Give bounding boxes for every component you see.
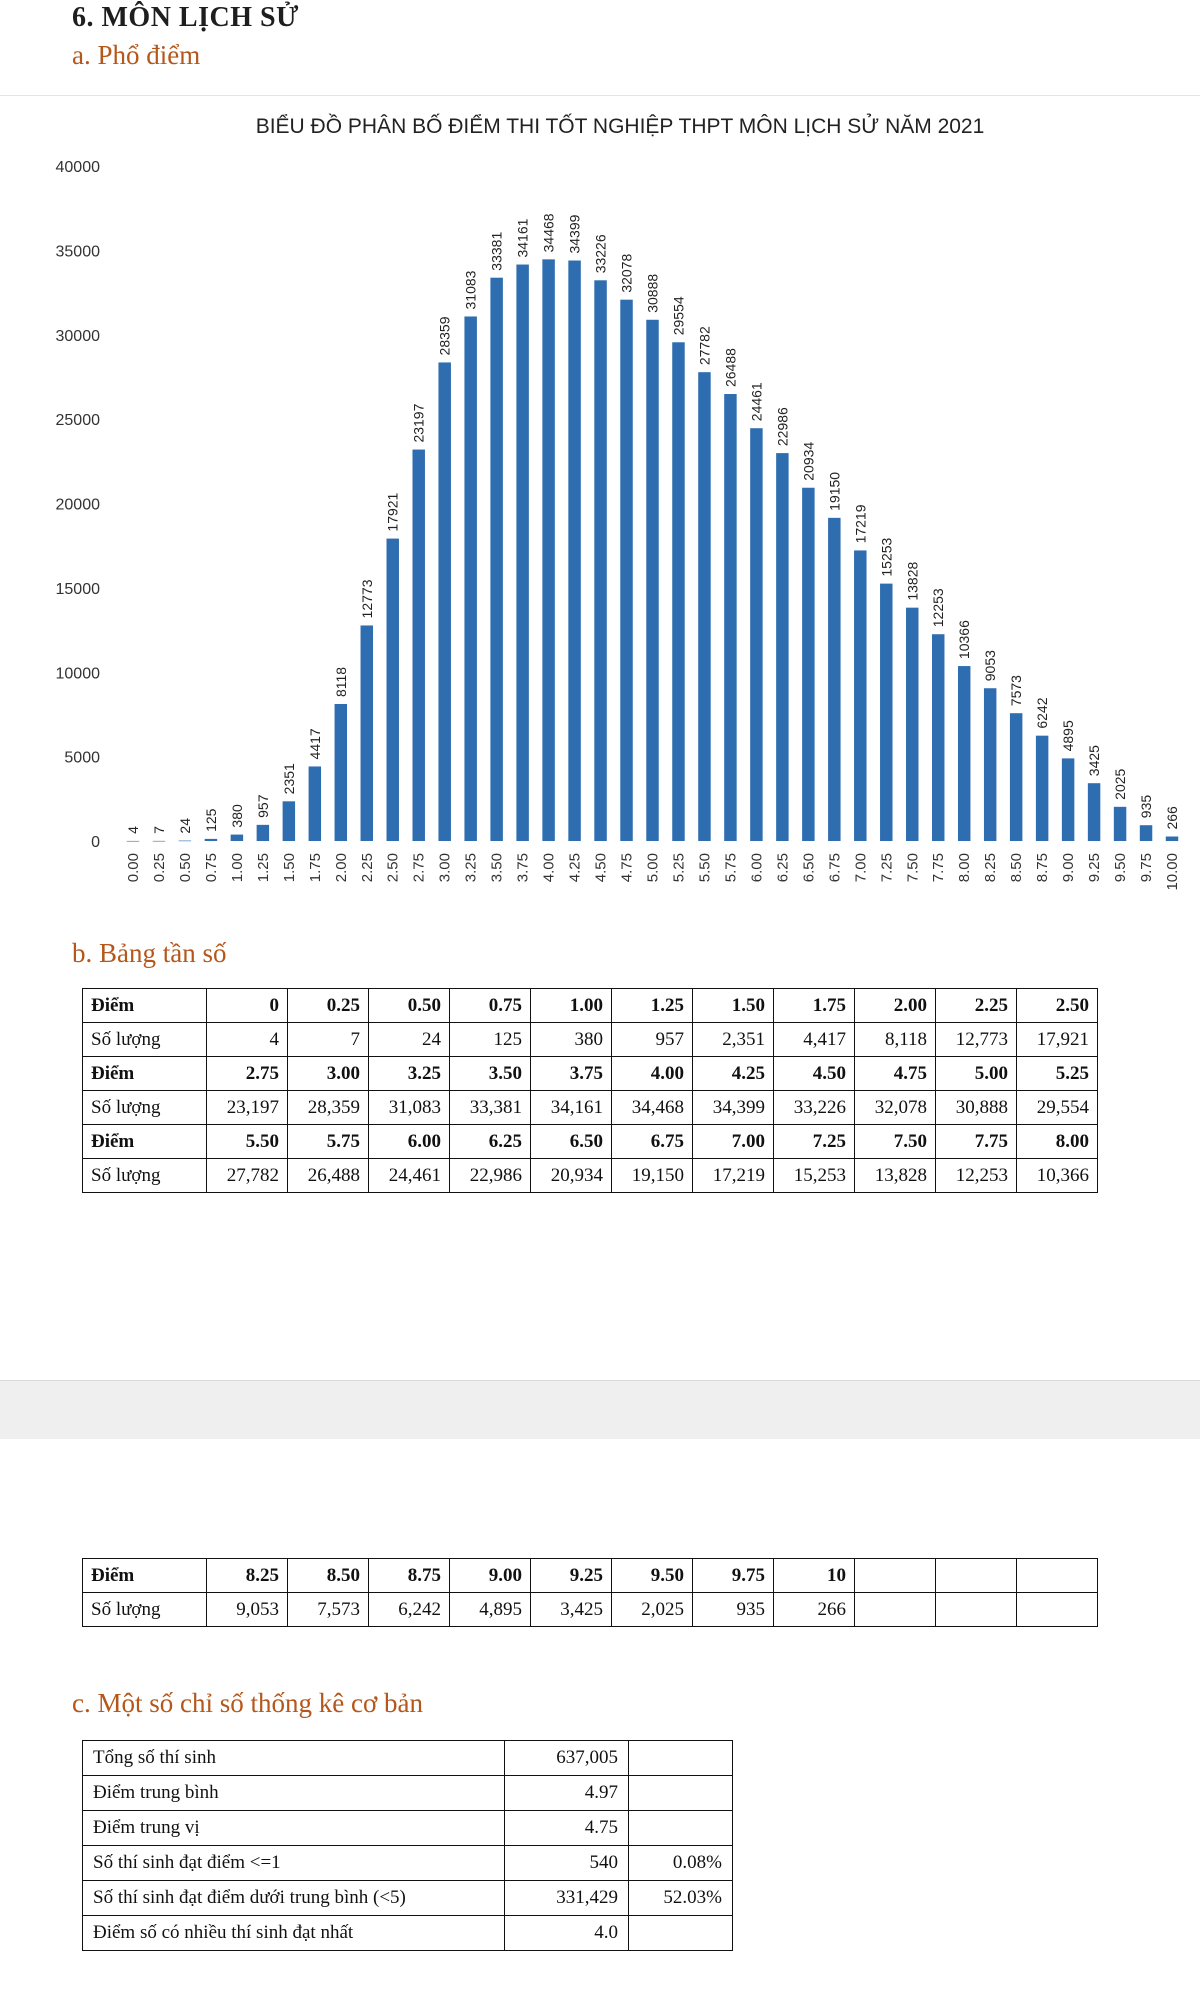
bar-data-label: 26488 (722, 348, 739, 388)
score-cell: 0.25 (288, 989, 369, 1023)
count-cell: 17,921 (1017, 1023, 1098, 1057)
frequency-table-continued (82, 1558, 1098, 1627)
bar (672, 342, 684, 841)
bar (568, 261, 580, 841)
score-row-header: Điểm (83, 1057, 207, 1091)
x-tick-label: 0.00 (124, 853, 142, 883)
stat-value: 4.97 (505, 1776, 629, 1811)
score-cell: 9.00 (450, 1559, 531, 1593)
bar (205, 839, 217, 841)
bar (1140, 825, 1152, 841)
x-tick-label: 1.25 (254, 853, 272, 883)
score-cell: 1.50 (693, 989, 774, 1023)
bar (594, 280, 606, 841)
count-cell: 2,025 (612, 1593, 693, 1627)
score-row-header: Điểm (83, 989, 207, 1023)
count-cell: 32,078 (855, 1091, 936, 1125)
count-cell: 29,554 (1017, 1091, 1098, 1125)
score-distribution-chart (0, 95, 1200, 911)
bar (283, 801, 295, 841)
bar-data-label: 33381 (488, 231, 505, 271)
count-cell: 34,399 (693, 1091, 774, 1125)
x-tick-label: 9.50 (1112, 853, 1130, 883)
count-cell: 8,118 (855, 1023, 936, 1057)
stat-value: 4.0 (505, 1916, 629, 1951)
count-cell: 13,828 (855, 1159, 936, 1193)
x-tick-label: 6.50 (800, 853, 818, 883)
x-tick-label: 4.00 (540, 853, 558, 883)
bar (776, 453, 788, 841)
subtitle-frequency-table: b. Bảng tần số (72, 938, 227, 968)
score-cell (936, 1559, 1017, 1593)
count-cell: 19,150 (612, 1159, 693, 1193)
bar (179, 841, 191, 842)
stat-percent: 0.08% (629, 1846, 733, 1881)
bar-data-label: 957 (254, 794, 271, 818)
score-cell: 2.50 (1017, 989, 1098, 1023)
count-cell: 15,253 (774, 1159, 855, 1193)
chart-svg (0, 96, 1200, 911)
bar (1114, 807, 1126, 841)
count-cell: 957 (612, 1023, 693, 1057)
bar (698, 372, 710, 841)
bar-series (124, 259, 1181, 841)
bar-data-label: 17219 (852, 504, 869, 544)
score-cell: 9.50 (612, 1559, 693, 1593)
count-cell: 9,053 (207, 1593, 288, 1627)
bar (127, 841, 139, 842)
x-tick-label: 3.25 (462, 853, 480, 883)
bar-data-label: 3425 (1086, 745, 1103, 777)
score-row-header: Điểm (83, 1125, 207, 1159)
stat-row (83, 1776, 733, 1811)
bar-data-label: 380 (228, 804, 245, 828)
x-tick-label: 10.00 (1164, 853, 1182, 891)
stat-row (83, 1741, 733, 1776)
bar (153, 841, 165, 842)
bar-data-label: 22986 (774, 407, 791, 447)
score-row (83, 989, 1098, 1023)
score-cell: 3.25 (369, 1057, 450, 1091)
bar (516, 265, 528, 841)
bar (412, 450, 424, 841)
score-cell: 5.00 (936, 1057, 1017, 1091)
x-tick-label: 0.50 (176, 853, 194, 883)
page-break-band (0, 1380, 1200, 1439)
frequency-table (82, 988, 1098, 1193)
x-axis (125, 853, 1181, 891)
count-row (83, 1593, 1098, 1627)
score-cell: 7.50 (855, 1125, 936, 1159)
score-row (83, 1125, 1098, 1159)
bar (932, 634, 944, 841)
bar-data-label: 29554 (670, 296, 687, 336)
bar-data-label: 28359 (436, 316, 453, 356)
y-tick-label: 40000 (55, 159, 100, 176)
count-cell: 12,773 (936, 1023, 1017, 1057)
stat-value: 637,005 (505, 1741, 629, 1776)
bar-data-label: 34468 (540, 213, 557, 253)
bar (1036, 736, 1048, 841)
count-cell: 2,351 (693, 1023, 774, 1057)
x-tick-label: 9.75 (1138, 853, 1156, 883)
bar (438, 362, 450, 841)
bar-data-label: 17921 (384, 492, 401, 532)
count-cell: 125 (450, 1023, 531, 1057)
y-tick-label: 10000 (55, 665, 100, 683)
bar (620, 300, 632, 841)
subtitle-spectrum: a. Phổ điểm (72, 40, 201, 70)
y-axis (56, 159, 101, 851)
stat-label: Số thí sinh đạt điểm dưới trung bình (<5) (83, 1881, 505, 1916)
score-cell: 5.25 (1017, 1057, 1098, 1091)
score-cell: 10 (774, 1559, 855, 1593)
stat-label: Điểm số có nhiều thí sinh đạt nhất (83, 1916, 505, 1951)
y-tick-label: 15000 (55, 580, 100, 598)
y-tick-label: 5000 (64, 749, 100, 767)
bar (542, 259, 554, 841)
bar (257, 825, 269, 841)
bar-data-label: 34399 (566, 214, 583, 254)
subtitle-statistics: c. Một số chỉ số thống kê cơ bản (72, 1688, 423, 1718)
score-row-header: Điểm (83, 1559, 207, 1593)
count-cell: 24,461 (369, 1159, 450, 1193)
bar-data-label: 7573 (1008, 675, 1025, 707)
score-cell: 2.00 (855, 989, 936, 1023)
bar-data-label: 9053 (982, 650, 999, 682)
bar-data-label: 19150 (826, 471, 843, 511)
x-tick-label: 7.25 (878, 853, 896, 883)
score-cell: 0 (207, 989, 288, 1023)
bar (906, 608, 918, 841)
count-cell: 28,359 (288, 1091, 369, 1125)
score-cell: 7.25 (774, 1125, 855, 1159)
bar (361, 625, 373, 841)
bar (854, 550, 866, 841)
count-cell: 33,381 (450, 1091, 531, 1125)
score-cell: 3.00 (288, 1057, 369, 1091)
bar-data-label: 34161 (514, 218, 531, 258)
stat-row (83, 1811, 733, 1846)
x-tick-label: 7.50 (904, 853, 922, 883)
count-cell: 6,242 (369, 1593, 450, 1627)
stat-row (83, 1846, 733, 1881)
stat-percent (629, 1916, 733, 1951)
x-tick-label: 7.75 (930, 853, 948, 883)
y-tick-label: 20000 (55, 496, 100, 514)
count-cell: 23,197 (207, 1091, 288, 1125)
count-cell: 24 (369, 1023, 450, 1057)
count-cell: 380 (531, 1023, 612, 1057)
score-cell: 3.75 (531, 1057, 612, 1091)
score-cell: 6.00 (369, 1125, 450, 1159)
bar (750, 428, 762, 841)
score-row (83, 1057, 1098, 1091)
bar-data-label: 10366 (956, 620, 973, 660)
x-tick-label: 5.25 (670, 853, 688, 883)
score-cell: 6.75 (612, 1125, 693, 1159)
score-cell: 8.75 (369, 1559, 450, 1593)
stat-percent (629, 1741, 733, 1776)
bar-data-label: 20934 (800, 441, 817, 481)
score-cell: 1.25 (612, 989, 693, 1023)
x-tick-label: 1.50 (280, 853, 298, 883)
score-cell: 8.25 (207, 1559, 288, 1593)
bar-data-label: 2025 (1112, 768, 1129, 800)
score-cell: 6.50 (531, 1125, 612, 1159)
count-cell: 20,934 (531, 1159, 612, 1193)
x-tick-label: 6.75 (826, 853, 844, 883)
x-tick-label: 4.50 (592, 853, 610, 883)
count-cell: 4 (207, 1023, 288, 1057)
count-cell (1017, 1593, 1098, 1627)
bar-data-label: 12773 (358, 579, 375, 619)
y-tick-label: 25000 (55, 412, 100, 430)
x-tick-label: 8.25 (982, 853, 1000, 883)
x-tick-label: 2.75 (410, 853, 428, 883)
count-row (83, 1091, 1098, 1125)
x-tick-label: 8.50 (1008, 853, 1026, 883)
x-tick-label: 2.50 (384, 853, 402, 883)
bar (646, 320, 658, 841)
stat-row (83, 1881, 733, 1916)
x-tick-label: 9.25 (1086, 853, 1104, 883)
score-cell: 0.50 (369, 989, 450, 1023)
bar-data-label: 12253 (930, 588, 947, 628)
x-tick-label: 2.00 (332, 853, 350, 883)
count-cell: 17,219 (693, 1159, 774, 1193)
bar-data-label: 2351 (280, 763, 297, 795)
score-cell: 1.00 (531, 989, 612, 1023)
x-tick-label: 6.00 (748, 853, 766, 883)
x-tick-label: 4.75 (618, 853, 636, 883)
section-title: 6. MÔN LỊCH SỬ (72, 2, 299, 33)
score-cell: 5.75 (288, 1125, 369, 1159)
count-row-header: Số lượng (83, 1593, 207, 1627)
stat-value: 4.75 (505, 1811, 629, 1846)
bar (1062, 758, 1074, 841)
bar-data-label: 4 (124, 826, 141, 834)
score-cell: 7.75 (936, 1125, 1017, 1159)
score-cell: 9.25 (531, 1559, 612, 1593)
stat-label: Tổng số thí sinh (83, 1741, 505, 1776)
stat-label: Điểm trung vị (83, 1811, 505, 1846)
bar (335, 704, 347, 841)
bar (464, 316, 476, 841)
statistics-table (82, 1740, 733, 1951)
bar-data-label: 7 (150, 826, 167, 834)
chart-title: BIỂU ĐỒ PHÂN BỐ ĐIỂM THI TỐT NGHIỆP THPT MÔN LỊCH SỬ NĂM 2021 (255, 115, 985, 138)
count-cell: 26,488 (288, 1159, 369, 1193)
score-cell (1017, 1559, 1098, 1593)
score-cell: 4.00 (612, 1057, 693, 1091)
score-cell: 8.00 (1017, 1125, 1098, 1159)
x-tick-label: 7.00 (852, 853, 870, 883)
bar (828, 518, 840, 841)
count-cell: 31,083 (369, 1091, 450, 1125)
x-tick-label: 6.25 (774, 853, 792, 883)
x-tick-label: 5.50 (696, 853, 714, 883)
stat-value: 540 (505, 1846, 629, 1881)
bar-data-label: 4895 (1060, 720, 1077, 752)
x-tick-label: 2.25 (358, 853, 376, 883)
bar-data-label: 23197 (410, 403, 427, 443)
score-cell: 8.50 (288, 1559, 369, 1593)
score-cell: 1.75 (774, 989, 855, 1023)
bar-data-label: 15253 (878, 537, 895, 577)
stat-value: 331,429 (505, 1881, 629, 1916)
x-tick-label: 1.00 (228, 853, 246, 883)
y-tick-label: 30000 (55, 327, 100, 345)
count-cell: 3,425 (531, 1593, 612, 1627)
bar-data-label: 8118 (332, 666, 349, 698)
count-cell: 7,573 (288, 1593, 369, 1627)
x-tick-label: 3.75 (514, 853, 532, 883)
bar (231, 835, 243, 841)
x-tick-label: 3.50 (488, 853, 506, 883)
bar-data-label: 4417 (306, 728, 323, 760)
count-cell (855, 1593, 936, 1627)
count-cell: 33,226 (774, 1091, 855, 1125)
score-cell: 4.75 (855, 1057, 936, 1091)
score-cell: 7.00 (693, 1125, 774, 1159)
bar (1166, 837, 1178, 841)
x-tick-label: 5.00 (644, 853, 662, 883)
score-row (83, 1559, 1098, 1593)
count-row-header: Số lượng (83, 1159, 207, 1193)
count-cell: 12,253 (936, 1159, 1017, 1193)
bar (309, 766, 321, 841)
score-cell: 9.75 (693, 1559, 774, 1593)
count-cell: 27,782 (207, 1159, 288, 1193)
x-tick-label: 4.25 (566, 853, 584, 883)
score-cell: 4.25 (693, 1057, 774, 1091)
bar-data-label: 27782 (696, 326, 713, 366)
bar-data-label: 935 (1138, 794, 1155, 819)
count-row (83, 1023, 1098, 1057)
x-tick-label: 0.25 (150, 853, 168, 883)
bar (1088, 783, 1100, 841)
stat-row (83, 1916, 733, 1951)
count-cell: 266 (774, 1593, 855, 1627)
stat-label: Điểm trung bình (83, 1776, 505, 1811)
count-cell: 7 (288, 1023, 369, 1057)
count-cell: 34,468 (612, 1091, 693, 1125)
x-tick-label: 3.00 (436, 853, 454, 883)
bar-data-label: 24461 (748, 382, 765, 422)
x-tick-label: 1.75 (306, 853, 324, 883)
bar-data-label: 266 (1164, 806, 1181, 830)
y-tick-label: 0 (91, 834, 100, 851)
bar (1010, 713, 1022, 841)
count-cell: 30,888 (936, 1091, 1017, 1125)
count-cell: 34,161 (531, 1091, 612, 1125)
stat-percent: 52.03% (629, 1881, 733, 1916)
bar-data-label: 33226 (592, 234, 609, 274)
x-tick-label: 8.00 (956, 853, 974, 883)
x-tick-label: 9.00 (1060, 853, 1078, 883)
stat-percent (629, 1776, 733, 1811)
bar (958, 666, 970, 841)
stat-label: Số thí sinh đạt điểm <=1 (83, 1846, 505, 1881)
bar (724, 394, 736, 841)
score-cell: 6.25 (450, 1125, 531, 1159)
bar (880, 584, 892, 841)
count-cell: 10,366 (1017, 1159, 1098, 1193)
score-cell (855, 1559, 936, 1593)
bar (984, 688, 996, 841)
score-cell: 3.50 (450, 1057, 531, 1091)
count-row (83, 1159, 1098, 1193)
count-row-header: Số lượng (83, 1091, 207, 1125)
bar-data-label: 31083 (462, 270, 479, 310)
count-cell: 4,895 (450, 1593, 531, 1627)
stat-percent (629, 1811, 733, 1846)
count-row-header: Số lượng (83, 1023, 207, 1057)
bar-data-label: 24 (176, 818, 193, 834)
bar-data-label: 125 (202, 808, 219, 832)
bar (387, 539, 399, 841)
bar-data-label: 6242 (1034, 697, 1051, 729)
x-tick-label: 8.75 (1034, 853, 1052, 883)
score-cell: 0.75 (450, 989, 531, 1023)
score-cell: 5.50 (207, 1125, 288, 1159)
count-cell (936, 1593, 1017, 1627)
score-cell: 2.25 (936, 989, 1017, 1023)
count-cell: 22,986 (450, 1159, 531, 1193)
count-cell: 4,417 (774, 1023, 855, 1057)
bar-data-label: 13828 (904, 561, 921, 601)
bar (490, 278, 502, 841)
bar-data-label: 32078 (618, 253, 635, 293)
score-cell: 2.75 (207, 1057, 288, 1091)
bar (802, 488, 814, 841)
x-tick-label: 0.75 (202, 853, 220, 883)
x-tick-label: 5.75 (722, 853, 740, 883)
score-cell: 4.50 (774, 1057, 855, 1091)
y-tick-label: 35000 (55, 243, 100, 261)
bar-data-label: 30888 (644, 273, 661, 313)
count-cell: 935 (693, 1593, 774, 1627)
